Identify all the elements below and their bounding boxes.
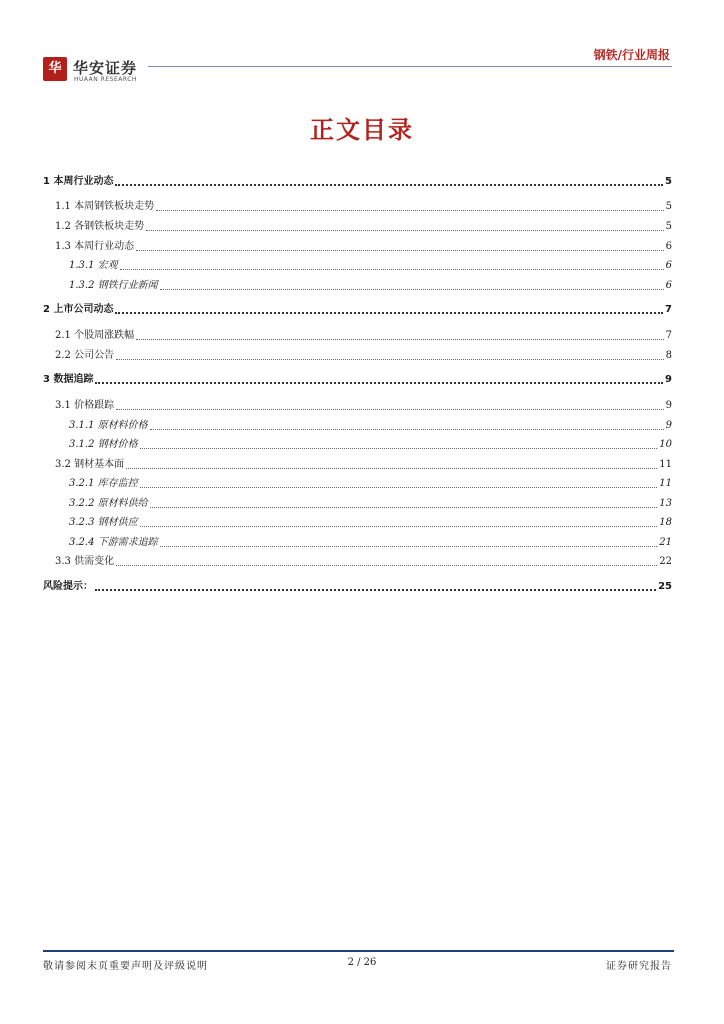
toc-entry-page: 6 <box>665 260 672 271</box>
toc-entry-label: 2.1 个股周涨跌幅 <box>55 330 135 341</box>
toc-entry-page: 22 <box>659 556 672 567</box>
toc-entry[interactable] <box>43 347 672 363</box>
toc-entry[interactable] <box>43 218 672 234</box>
toc-entry-page: 9 <box>665 400 672 411</box>
toc-entry[interactable] <box>43 553 672 569</box>
toc-entry-page: 6 <box>665 280 672 291</box>
toc-dot-leader <box>120 269 664 270</box>
footer-doc-type: 证券研究报告 <box>606 961 672 972</box>
toc-dot-leader <box>136 250 664 251</box>
toc-entry[interactable] <box>43 495 672 511</box>
toc-entry[interactable] <box>43 514 672 530</box>
toc-entry-label: 1 本周行业动态 <box>43 176 114 187</box>
toc-dot-leader <box>126 468 657 469</box>
toc-entry-page: 5 <box>665 201 672 212</box>
toc-dot-leader <box>136 339 664 340</box>
toc-dot-leader <box>160 546 658 547</box>
toc-entry[interactable] <box>43 578 672 594</box>
toc-entry-label: 1.1 本周钢铁板块走势 <box>55 201 155 212</box>
toc-entry-label: 3.1.2 钢材价格 <box>69 439 138 450</box>
toc-entry[interactable] <box>43 417 672 433</box>
toc-entry-page: 21 <box>659 537 672 548</box>
toc-dot-leader <box>146 230 664 231</box>
toc-entry-label: 1.2 各钢铁板块走势 <box>55 221 145 232</box>
toc-entry-label: 2.2 公司公告 <box>55 350 115 361</box>
footer-disclaimer: 敬请参阅末页重要声明及评级说明 <box>43 961 208 972</box>
toc-entry[interactable] <box>43 327 672 343</box>
toc-dot-leader <box>140 487 658 488</box>
toc-entry-label: 3.3 供需变化 <box>55 556 115 567</box>
toc-entry-label: 3.2.2 原材料供给 <box>69 498 148 509</box>
toc-entry[interactable] <box>43 301 672 317</box>
toc-dot-leader <box>140 448 658 449</box>
toc-entry-page: 8 <box>665 350 672 361</box>
company-logo <box>43 57 67 81</box>
toc-entry-label: 3.2 钢材基本面 <box>55 459 125 470</box>
toc-entry-page: 25 <box>658 581 672 592</box>
toc-entry-label: 3.1 价格跟踪 <box>55 400 115 411</box>
toc-dot-leader <box>115 184 663 186</box>
toc-entry[interactable] <box>43 475 672 491</box>
brand-subtitle: HUAAN RESEARCH <box>74 76 137 83</box>
toc-entry-page: 5 <box>665 176 672 187</box>
report-type-label: 钢铁/行业周报 <box>593 48 670 62</box>
toc-dot-leader <box>116 565 657 566</box>
toc-entry-page: 18 <box>659 517 672 528</box>
toc-entry-page: 10 <box>659 439 672 450</box>
toc-dot-leader <box>116 409 664 410</box>
toc-dot-leader <box>115 312 663 314</box>
toc-entry[interactable] <box>43 173 672 189</box>
toc-entry-page: 9 <box>665 420 672 431</box>
toc-entry[interactable] <box>43 238 672 254</box>
toc-entry-label: 3.2.4 下游需求追踪 <box>69 537 158 548</box>
toc-entry-label: 风险提示： <box>43 581 93 592</box>
toc-entry-page: 7 <box>665 304 672 315</box>
toc-entry-page: 6 <box>665 241 672 252</box>
toc-entry[interactable] <box>43 534 672 550</box>
toc-dot-leader <box>95 589 656 591</box>
toc-entry[interactable] <box>43 198 672 214</box>
toc-entry-page: 9 <box>665 374 672 385</box>
page-indicator: 2 / 26 <box>347 957 377 968</box>
toc-dot-leader <box>150 507 658 508</box>
toc-entry[interactable] <box>43 436 672 452</box>
toc-entry-page: 11 <box>659 478 672 489</box>
toc-entry-label: 3.1.1 原材料价格 <box>69 420 148 431</box>
toc-entry[interactable] <box>43 371 672 387</box>
toc-dot-leader <box>160 289 664 290</box>
toc-entry[interactable] <box>43 277 672 293</box>
toc-entry[interactable] <box>43 257 672 273</box>
toc-entry-page: 13 <box>659 498 672 509</box>
toc-entry-page: 7 <box>665 330 672 341</box>
toc-entry-label: 3 数据追踪 <box>43 374 94 385</box>
toc-dot-leader <box>156 210 664 211</box>
toc-entry[interactable] <box>43 397 672 413</box>
toc-dot-leader <box>150 429 664 430</box>
toc-entry-label: 3.2.1 库存监控 <box>69 478 138 489</box>
toc-title: 正文目录 <box>310 115 414 144</box>
toc-entry-page: 5 <box>665 221 672 232</box>
toc-entry[interactable] <box>43 456 672 472</box>
toc-entry-label: 3.2.3 钢材供应 <box>69 517 138 528</box>
toc-entry-label: 1.3 本周行业动态 <box>55 241 135 252</box>
footer-divider <box>43 950 674 952</box>
page-header <box>43 44 672 84</box>
toc-dot-leader <box>95 382 663 384</box>
logo-seal-icon: 华 <box>48 61 62 76</box>
toc-dot-leader <box>116 359 664 360</box>
toc-entry-label: 1.3.1 宏观 <box>69 260 118 271</box>
toc-entry-page: 11 <box>659 459 672 470</box>
toc-entry-label: 2 上市公司动态 <box>43 304 114 315</box>
brand-name: 华安证券 <box>73 59 138 77</box>
header-divider <box>148 66 672 67</box>
toc-entry-label: 1.3.2 钢铁行业新闻 <box>69 280 158 291</box>
toc-dot-leader <box>140 526 658 527</box>
